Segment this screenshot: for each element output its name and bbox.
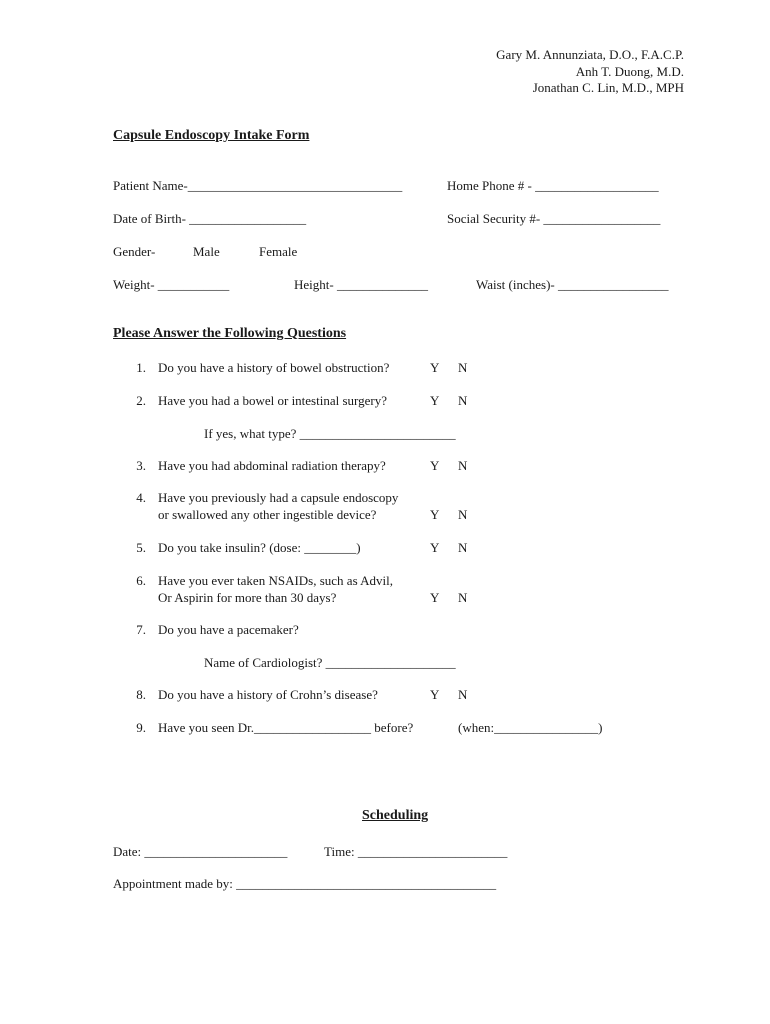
question-number: 7. xyxy=(136,622,146,637)
answer-yes[interactable]: Y xyxy=(430,590,440,605)
question-text: Do you have a pacemaker? xyxy=(158,622,299,637)
answer-no[interactable]: N xyxy=(458,540,468,555)
home-phone-field[interactable]: Home Phone # - ___________________ xyxy=(447,178,659,193)
surgery-type-field[interactable]: If yes, what type? ________________________ xyxy=(204,426,456,441)
question-number: 4. xyxy=(136,490,146,505)
answer-yes[interactable]: Y xyxy=(430,393,440,408)
question-text-line-2: Or Aspirin for more than 30 days? xyxy=(158,590,337,605)
waist-field[interactable]: Waist (inches)- _________________ xyxy=(476,277,669,292)
when-field[interactable]: (when:________________) xyxy=(458,720,603,735)
form-title: Capsule Endoscopy Intake Form xyxy=(113,128,310,143)
question-text[interactable]: Have you seen Dr.__________________ before? xyxy=(158,720,414,735)
ssn-field[interactable]: Social Security #- __________________ xyxy=(447,211,661,226)
date-of-birth-field[interactable]: Date of Birth- __________________ xyxy=(113,211,307,226)
question-text: Have you had a bowel or intestinal surgery? xyxy=(158,393,387,408)
answer-yes[interactable]: Y xyxy=(430,458,440,473)
answer-yes[interactable]: Y xyxy=(430,507,440,522)
schedule-time-field[interactable]: Time: _______________________ xyxy=(324,844,508,859)
cardiologist-field[interactable]: Name of Cardiologist? ____________________ xyxy=(204,655,456,670)
answer-yes[interactable]: Y xyxy=(430,540,440,555)
question-number: 8. xyxy=(136,687,146,702)
answer-no[interactable]: N xyxy=(458,590,468,605)
answer-yes[interactable]: Y xyxy=(430,360,440,375)
answer-yes[interactable]: Y xyxy=(430,687,440,702)
scheduling-heading: Scheduling xyxy=(362,808,429,823)
answer-no[interactable]: N xyxy=(458,687,468,702)
gender-male-option[interactable]: Male xyxy=(193,244,220,259)
patient-name-field[interactable]: Patient Name-_________________________________ xyxy=(113,178,403,193)
question-number: 6. xyxy=(136,573,146,588)
question-number: 5. xyxy=(136,540,146,555)
doctor-name-3: Jonathan C. Lin, M.D., MPH xyxy=(532,80,684,95)
appointment-made-by-field[interactable]: Appointment made by: ________________________________________ xyxy=(113,876,497,891)
questions-heading: Please Answer the Following Questions xyxy=(113,326,347,341)
doctor-name-2: Anh T. Duong, M.D. xyxy=(575,64,684,79)
height-field[interactable]: Height- ______________ xyxy=(294,277,428,292)
answer-no[interactable]: N xyxy=(458,507,468,522)
question-text-line-1: Have you ever taken NSAIDs, such as Advil, xyxy=(158,573,394,588)
answer-no[interactable]: N xyxy=(458,360,468,375)
answer-no[interactable]: N xyxy=(458,458,468,473)
weight-field[interactable]: Weight- ___________ xyxy=(113,277,230,292)
question-number: 2. xyxy=(136,393,146,408)
question-text-line-2: or swallowed any other ingestible device? xyxy=(158,507,377,522)
answer-no[interactable]: N xyxy=(458,393,468,408)
question-number: 3. xyxy=(136,458,146,473)
question-text: Do you have a history of Crohn’s disease? xyxy=(158,687,378,702)
schedule-date-field[interactable]: Date: ______________________ xyxy=(113,844,288,859)
question-number: 9. xyxy=(136,720,146,735)
question-text: Have you had abdominal radiation therapy? xyxy=(158,458,386,473)
doctor-name-1: Gary M. Annunziata, D.O., F.A.C.P. xyxy=(496,47,684,62)
question-text-line-1: Have you previously had a capsule endoscopy xyxy=(158,490,399,505)
question-text: Do you have a history of bowel obstruction? xyxy=(158,360,390,375)
question-text: Do you take insulin? (dose: ________) xyxy=(158,540,361,555)
gender-female-option[interactable]: Female xyxy=(259,244,298,259)
question-number: 1. xyxy=(136,360,146,375)
gender-label: Gender- xyxy=(113,244,156,259)
